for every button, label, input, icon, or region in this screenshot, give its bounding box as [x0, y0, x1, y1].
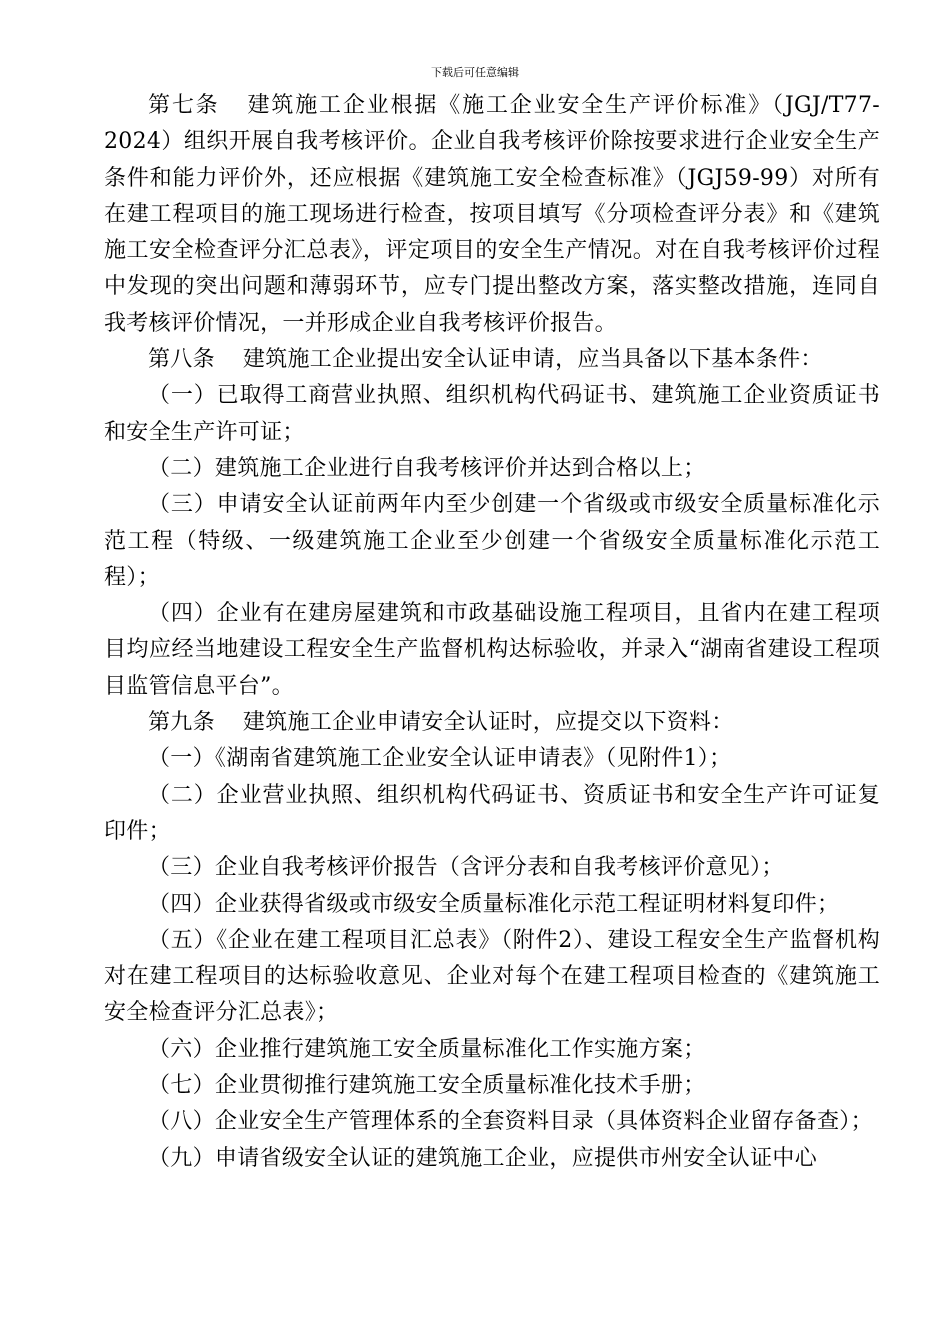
article-8-item-2: （二）建筑施工企业进行自我考核评价并达到合格以上；: [148, 455, 706, 481]
article-7-number: 第七条: [148, 93, 220, 118]
article-9-item-4: （四）企业获得省级或市级安全质量标准化示范工程证明材料复印件；: [148, 891, 840, 917]
article-9-number: 第九条: [148, 710, 215, 736]
article-7-text: 建筑施工企业根据《施工企业安全生产评价标准》（JGJ/T77-2024）组织开展自我考核评价。企业自我考核评价除按要求进行企业安全生产条件和能力评价外，还应根据《建筑施工安全检查标准》（JGJ59-99）对所有在建工程项目的施工现场进行检查，按项目填写《分项检查评分表》和《建筑施工安全检查评分汇总表》，评定项目的安全生产情况。对在自我考核评价过程中发现的突出问题和薄弱环节，应专门提出整改方案，落实整改措施，连同自我考核评价情况，一并形成企业自我考核评价报告。: [104, 93, 880, 336]
article-9-item-6: （六）企业推行建筑施工安全质量标准化工作实施方案；: [148, 1036, 706, 1062]
article-8-item-3: （三）申请安全认证前两年内至少创建一个省级或市级安全质量标准化示范工程（特级、一级建筑施工企业至少创建一个省级安全质量标准化示范工程）；: [104, 492, 880, 590]
article-8-item-4: （四）企业有在建房屋建筑和市政基础设施工程项目，且省内在建工程项目均应经当地建设工程安全生产监督机构达标验收，并录入“湖南省建设工程项目监管信息平台”。: [104, 601, 880, 699]
article-8-paragraph: [104, 342, 880, 378]
document-body: [104, 88, 880, 1177]
article-9-item-7: （七）企业贯彻推行建筑施工安全质量标准化技术手册；: [148, 1073, 706, 1099]
article-8-text: 建筑施工企业提出安全认证申请，应当具备以下基本条件：: [242, 347, 823, 373]
article-9-paragraph: [104, 705, 880, 741]
article-9-text: 建筑施工企业申请安全认证时，应提交以下资料：: [242, 710, 734, 736]
header-note: 下载后可任意编辑: [431, 66, 519, 79]
article-9-item-2: （二）企业营业执照、组织机构代码证书、资质证书和安全生产许可证复印件；: [104, 782, 880, 844]
article-8-item-1: （一）已取得工商营业执照、组织机构代码证书、建筑施工企业资质证书和安全生产许可证；: [104, 383, 880, 445]
article-8-number: 第八条: [148, 347, 215, 373]
article-9-item-1: （一）《湖南省建筑施工企业安全认证申请表》（见附件1）；: [148, 746, 732, 772]
article-7-paragraph: [104, 88, 880, 342]
article-9-item-8: （八）企业安全生产管理体系的全套资料目录（具体资料企业留存备查）；: [148, 1109, 873, 1135]
article-9-item-3: （三）企业自我考核评价报告（含评分表和自我考核评价意见）；: [148, 855, 784, 881]
article-9-item-5: （五）《企业在建工程项目汇总表》（附件2）、建设工程安全生产监督机构对在建工程项目的达标验收意见、企业对每个在建工程项目检查的《建筑施工安全检查评分汇总表》；: [104, 927, 880, 1026]
article-9-item-9: （九）申请省级安全认证的建筑施工企业，应提供市州安全认证中心: [148, 1145, 818, 1171]
